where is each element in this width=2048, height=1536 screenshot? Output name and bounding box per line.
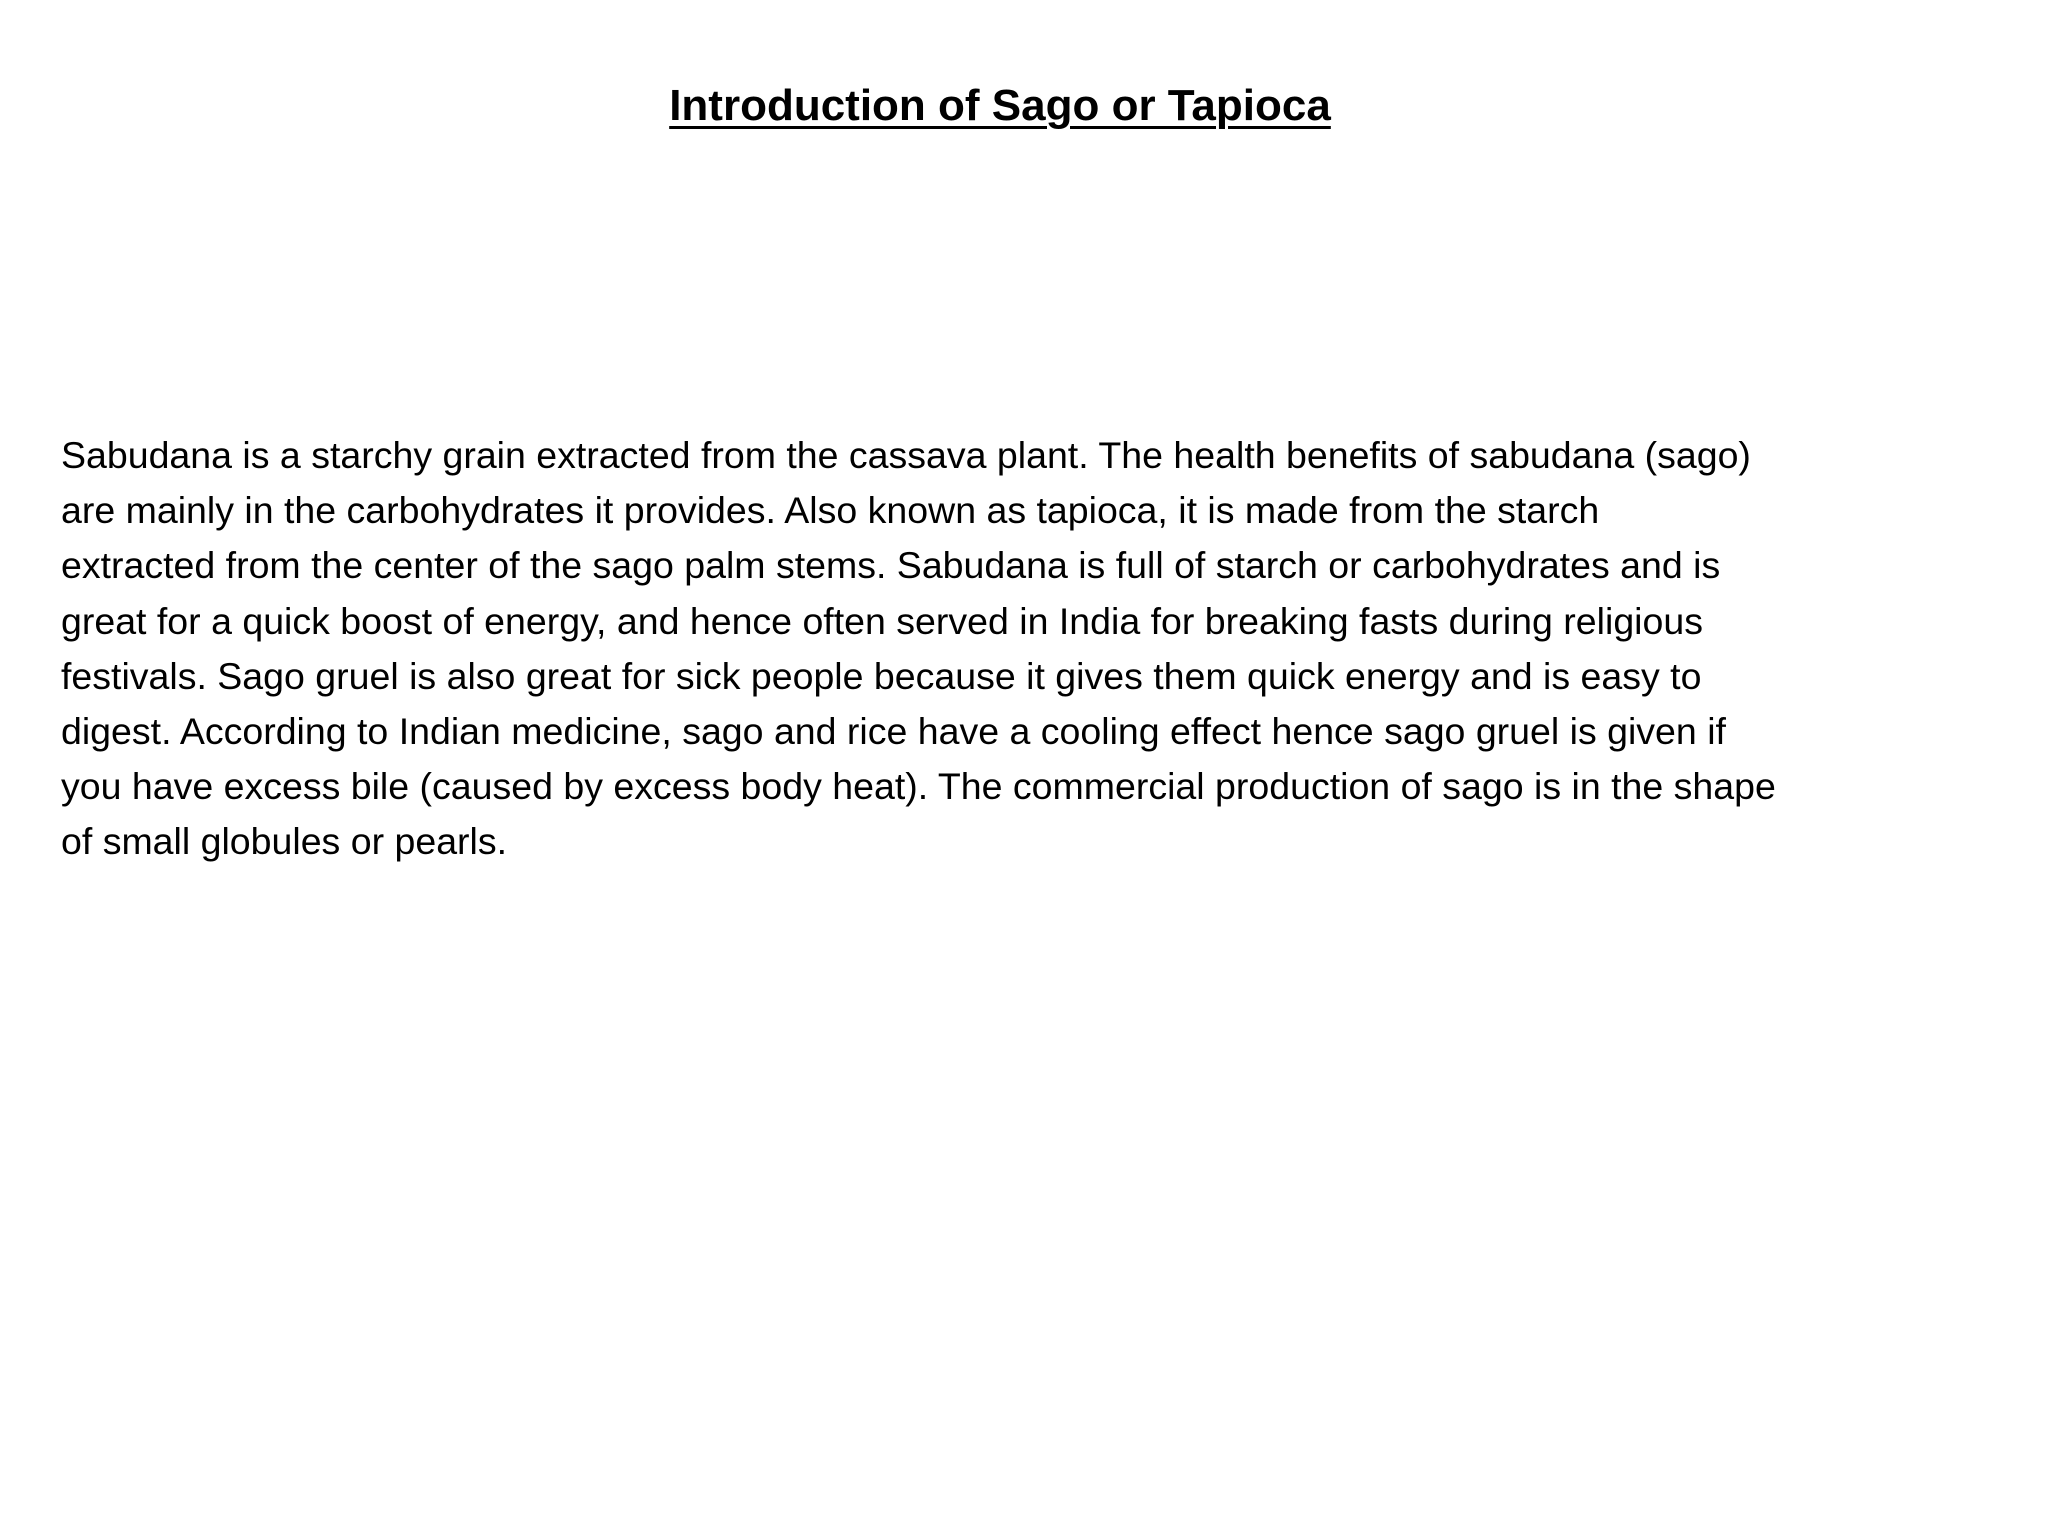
paragraph-line: are mainly in the carbohydrates it provides. Also known as tapioca, it is made from the starch xyxy=(61,489,1600,532)
paragraph-line: of small globules or pearls. xyxy=(61,820,508,863)
paragraph-line: digest. According to Indian medicine, sago and rice have a cooling effect hence sago gruel is given if xyxy=(61,710,1726,753)
paragraph-line: Sabudana is a starchy grain extracted from the cassava plant. The health benefits of sabudana (sago) xyxy=(61,434,1751,476)
paragraph-line: you have excess bile (caused by excess body heat). The commercial production of sago is in the shape xyxy=(61,765,1776,808)
body-paragraph xyxy=(61,428,1996,870)
paragraph-line: great for a quick boost of energy, and hence often served in India for breaking fasts during religious xyxy=(61,599,1703,642)
paragraph-line: festivals. Sago gruel is also great for sick people because it gives them quick energy and is easy to xyxy=(61,654,1702,697)
page-title: Introduction of Sago or Tapioca xyxy=(669,81,1331,130)
paragraph-line: extracted from the center of the sago palm stems. Sabudana is full of starch or carbohydrates and is xyxy=(61,544,1721,587)
